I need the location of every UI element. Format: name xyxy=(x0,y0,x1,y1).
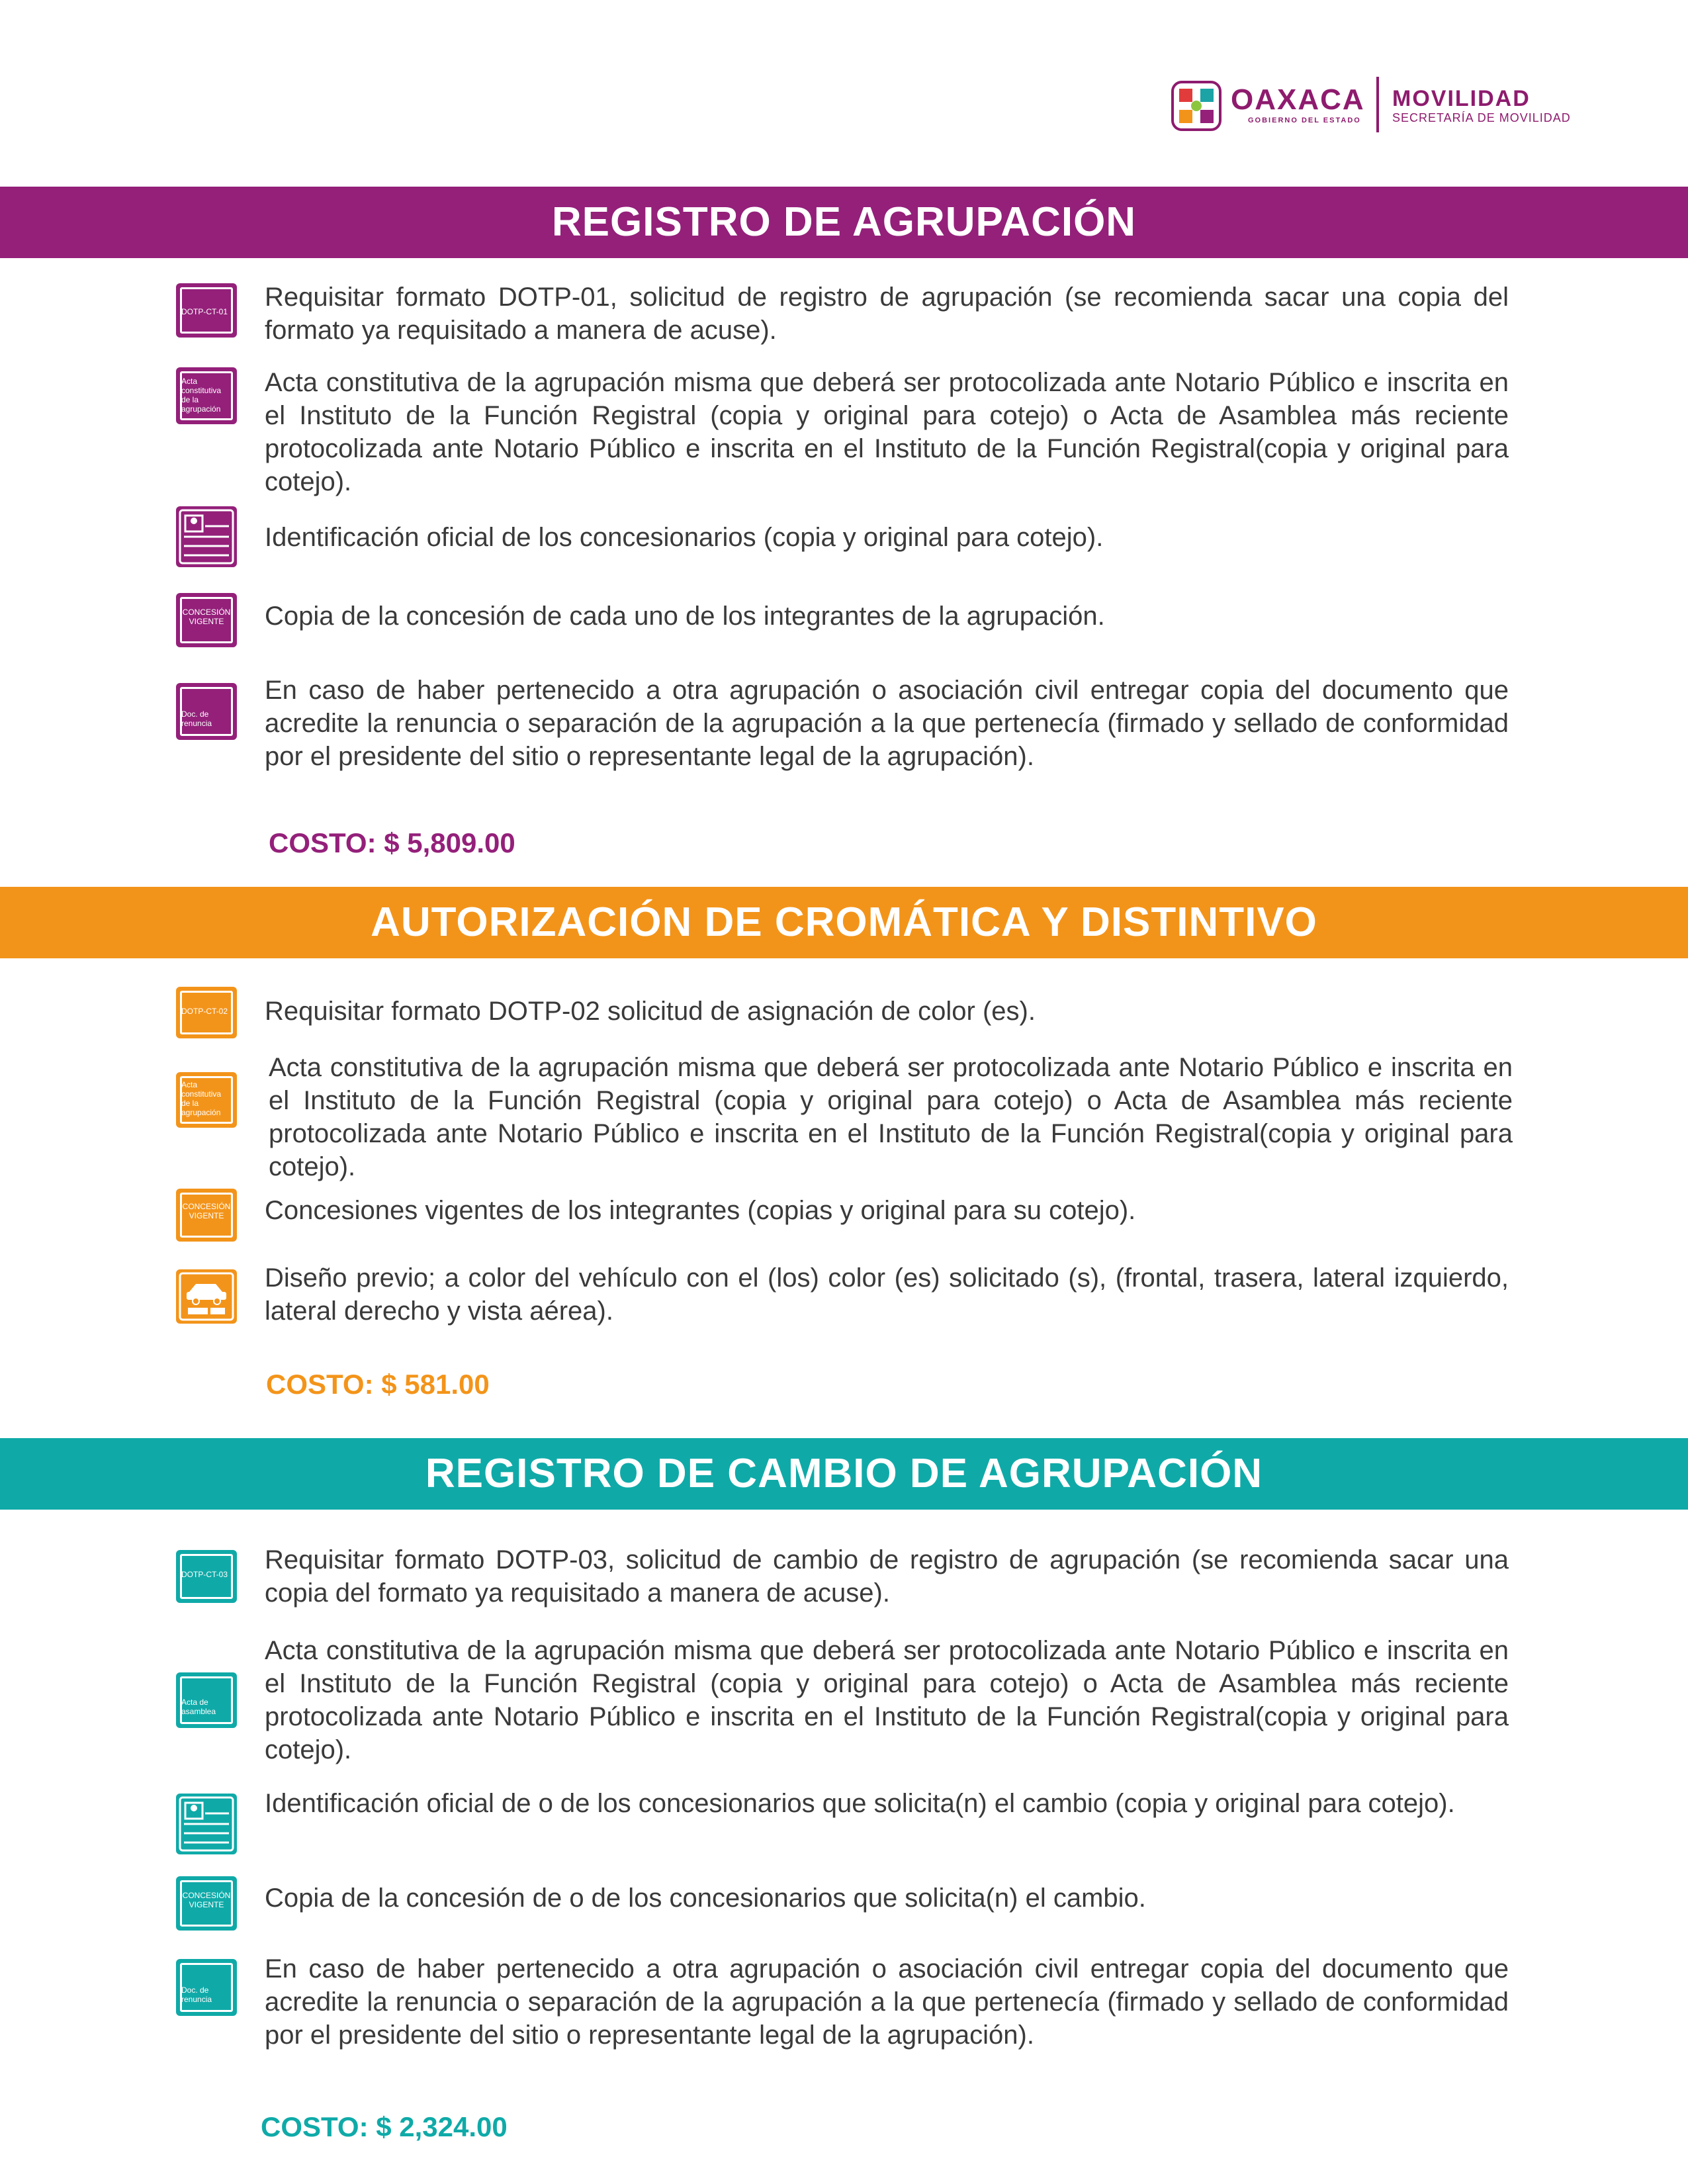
concession-document-icon: CONCESIÓN VIGENTE xyxy=(176,1876,237,1931)
section-cost: COSTO: $ 5,809.00 xyxy=(269,827,515,858)
constitutive-act-icon: Acta constitutiva de la agrupación xyxy=(176,1072,237,1128)
id-card-icon xyxy=(176,506,237,567)
section-cost: COSTO: $ 2,324.00 xyxy=(261,2111,508,2142)
section-title: AUTORIZACIÓN DE CROMÁTICA Y DISTINTIVO xyxy=(371,899,1317,945)
resignation-document-icon: Doc. de renuncia xyxy=(176,1959,237,2016)
id-card-icon xyxy=(176,1794,237,1854)
form-document-icon: DOTP-CT-03 xyxy=(176,1550,237,1603)
constitutive-act-icon: Acta constitutiva de la agrupación xyxy=(176,367,237,424)
concession-document-icon: CONCESIÓN VIGENTE xyxy=(176,593,237,647)
requirement-text: Acta constitutiva de la agrupación misma que deberá ser protocolizada ante Notario Público e inscrita en el Instituto de la Función Registral (copia y original para cotejo) o Acta de Asamblea más reciente protocolizada ante Notario Público e inscrita en el Instituto de la Función Registral(copia y original para cotejo). xyxy=(265,368,1509,496)
requirement-text: Requisitar formato DOTP-03, solicitud de cambio de registro de agrupación (se recomienda sacar una copia del formato ya requisitado a manera de acuse). xyxy=(265,1545,1509,1608)
logo-title: OAXACA xyxy=(1231,83,1365,116)
section-cost: COSTO: $ 581.00 xyxy=(266,1369,490,1400)
oaxaca-emblem-icon xyxy=(1170,79,1223,132)
logo-divider xyxy=(1376,77,1379,132)
requirement-text: Copia de la concesión de o de los concesionarios que solicita(n) el cambio. xyxy=(265,1884,1146,1913)
section-2-header xyxy=(0,887,1688,958)
form-document-icon: DOTP-CT-01 xyxy=(176,283,237,338)
requirement-text: Copia de la concesión de cada uno de los integrantes de la agrupación. xyxy=(265,602,1105,631)
section-title: REGISTRO DE AGRUPACIÓN xyxy=(551,199,1137,245)
requirement-text: Requisitar formato DOTP-02 solicitud de asignación de color (es). xyxy=(265,997,1036,1026)
concession-document-icon: CONCESIÓN VIGENTE xyxy=(176,1189,237,1242)
assembly-act-icon: Acta de asamblea xyxy=(176,1672,237,1728)
requirement-text: Acta constitutiva de la agrupación misma que deberá ser protocolizada ante Notario Público e inscrita en el Instituto de la Función Registral (copia y original para cotejo) o Acta de Asamblea más reciente protocolizada ante Notario Público e inscrita en el Instituto de la Función Registral(copia y original para cotejo). xyxy=(265,1636,1509,1764)
requirement-text: Acta constitutiva de la agrupación misma que deberá ser protocolizada ante Notario Público e inscrita en el Instituto de la Función Registral (copia y original para cotejo) o Acta de Asamblea más reciente protocolizada ante Notario Público e inscrita en el Instituto de la Función Registral(copia y original para cotejo). xyxy=(269,1053,1513,1181)
section-1-header xyxy=(0,187,1688,258)
resignation-document-icon: Doc. de renuncia xyxy=(176,683,237,740)
agency-title: MOVILIDAD xyxy=(1392,86,1531,111)
requirement-text: Concesiones vigentes de los integrantes (copias y original para su cotejo). xyxy=(265,1196,1136,1225)
form-document-icon: DOTP-CT-02 xyxy=(176,987,237,1038)
header-logo xyxy=(1170,77,1593,136)
requirement-text: En caso de haber pertenecido a otra agrupación o asociación civil entregar copia del documento que acredite la renuncia o separación de la agrupación a la que pertenecía (firmado y sellado de conformidad por el presidente del sitio o representante legal de la agrupación). xyxy=(265,1954,1509,2050)
agency-subtitle: SECRETARÍA DE MOVILIDAD xyxy=(1392,111,1571,124)
logo-subtitle: GOBIERNO DEL ESTADO xyxy=(1248,116,1361,124)
section-3-header xyxy=(0,1438,1688,1510)
requirement-text: Requisitar formato DOTP-01, solicitud de registro de agrupación (se recomienda sacar una copia del formato ya requisitado a manera de acuse). xyxy=(265,283,1509,345)
requirement-text: Identificación oficial de los concesionarios (copia y original para cotejo). xyxy=(265,523,1104,552)
requirement-text: Diseño previo; a color del vehículo con el (los) color (es) solicitado (s), (frontal, trasera, lateral izquierdo, lateral derecho y vista aérea). xyxy=(265,1263,1509,1326)
car-design-icon xyxy=(176,1269,237,1324)
requirement-text: Identificación oficial de o de los concesionarios que solicita(n) el cambio (copia y original para cotejo). xyxy=(265,1789,1455,1818)
section-title: REGISTRO DE CAMBIO DE AGRUPACIÓN xyxy=(425,1451,1263,1496)
requirement-text: En caso de haber pertenecido a otra agrupación o asociación civil entregar copia del documento que acredite la renuncia o separación de la agrupación a la que pertenecía (firmado y sellado de conformidad por el presidente del sitio o representante legal de la agrupación). xyxy=(265,676,1509,771)
